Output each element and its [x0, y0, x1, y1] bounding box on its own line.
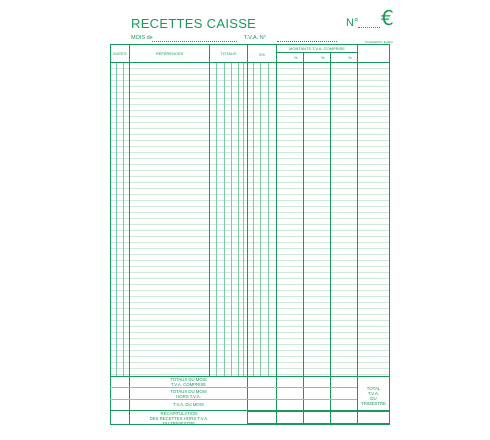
currency-note: CONCERTO EURO	[365, 40, 393, 44]
footer-vat-month: T.V.A. DU MOIS	[173, 402, 204, 407]
recap-box-percent[interactable]	[247, 411, 277, 424]
recap-box-amount-2[interactable]	[303, 411, 331, 424]
col-rule-references	[209, 44, 210, 376]
subcol-totals-5	[243, 63, 244, 376]
footer-rule-1	[110, 387, 357, 388]
col-rule-percent	[276, 44, 277, 425]
col-rule-amount-2	[330, 52, 331, 425]
footer-totals-incl-vat: TOTAUX DU MOIS T.V.A. COMPRISE	[170, 377, 207, 387]
euro-icon: €	[381, 6, 394, 30]
ledger-rows[interactable]	[111, 63, 389, 376]
number-label: N°	[346, 17, 359, 29]
col-header-percent: 0%	[259, 52, 265, 57]
footer-recap: RÉCAPITULATION DES RECETTES HORS T.V.A. DU TRIMESTRE	[149, 411, 209, 426]
col-header-totals: TOTAUX	[220, 51, 237, 56]
subheader-percent-3: %	[348, 55, 352, 60]
quarter-vat-total: TOTAL T.V.A. DU TRIMESTRE	[361, 386, 386, 406]
subcol-dates	[116, 63, 117, 376]
subcol-totals-2	[224, 63, 225, 376]
subcol-percent-3	[268, 63, 269, 376]
footer-rule-2	[110, 399, 357, 400]
col-rule-totals	[247, 44, 248, 425]
number-field[interactable]	[358, 27, 380, 28]
col-header-references: RÉFÉRENCES	[155, 51, 184, 56]
col-rule-dates	[129, 44, 130, 425]
vat-number-label: T.V.A. N°	[244, 35, 266, 41]
subcol-dates-2	[123, 63, 124, 376]
col-rule-amount-3	[357, 44, 358, 425]
col-header-dates: DATES	[113, 51, 127, 56]
subcol-totals-3	[231, 63, 232, 376]
vat-number-field[interactable]	[277, 41, 337, 42]
subheader-percent-1: %	[294, 55, 298, 60]
subcol-totals-4	[238, 63, 239, 376]
header-rule	[110, 62, 390, 63]
footer-totals-excl-vat: TOTAUX DU MOIS HORS T.V.A.	[170, 389, 207, 399]
recap-box-total[interactable]	[357, 411, 390, 424]
month-field[interactable]	[152, 41, 237, 42]
recap-box-amount-1[interactable]	[276, 411, 304, 424]
col-header-amounts: MONTANTS T.V.A. COMPRISE	[289, 46, 345, 51]
subheader-percent-2: %	[321, 55, 325, 60]
form-title: RECETTES CAISSE	[131, 16, 257, 31]
subcol-percent-2	[260, 63, 261, 376]
subcol-totals-1	[216, 63, 217, 376]
recap-box-amount-3[interactable]	[330, 411, 358, 424]
month-label: MOIS de	[131, 35, 153, 41]
amounts-group-rule	[277, 52, 357, 53]
col-rule-amount-1	[303, 52, 304, 425]
subcol-percent-1	[253, 63, 254, 376]
